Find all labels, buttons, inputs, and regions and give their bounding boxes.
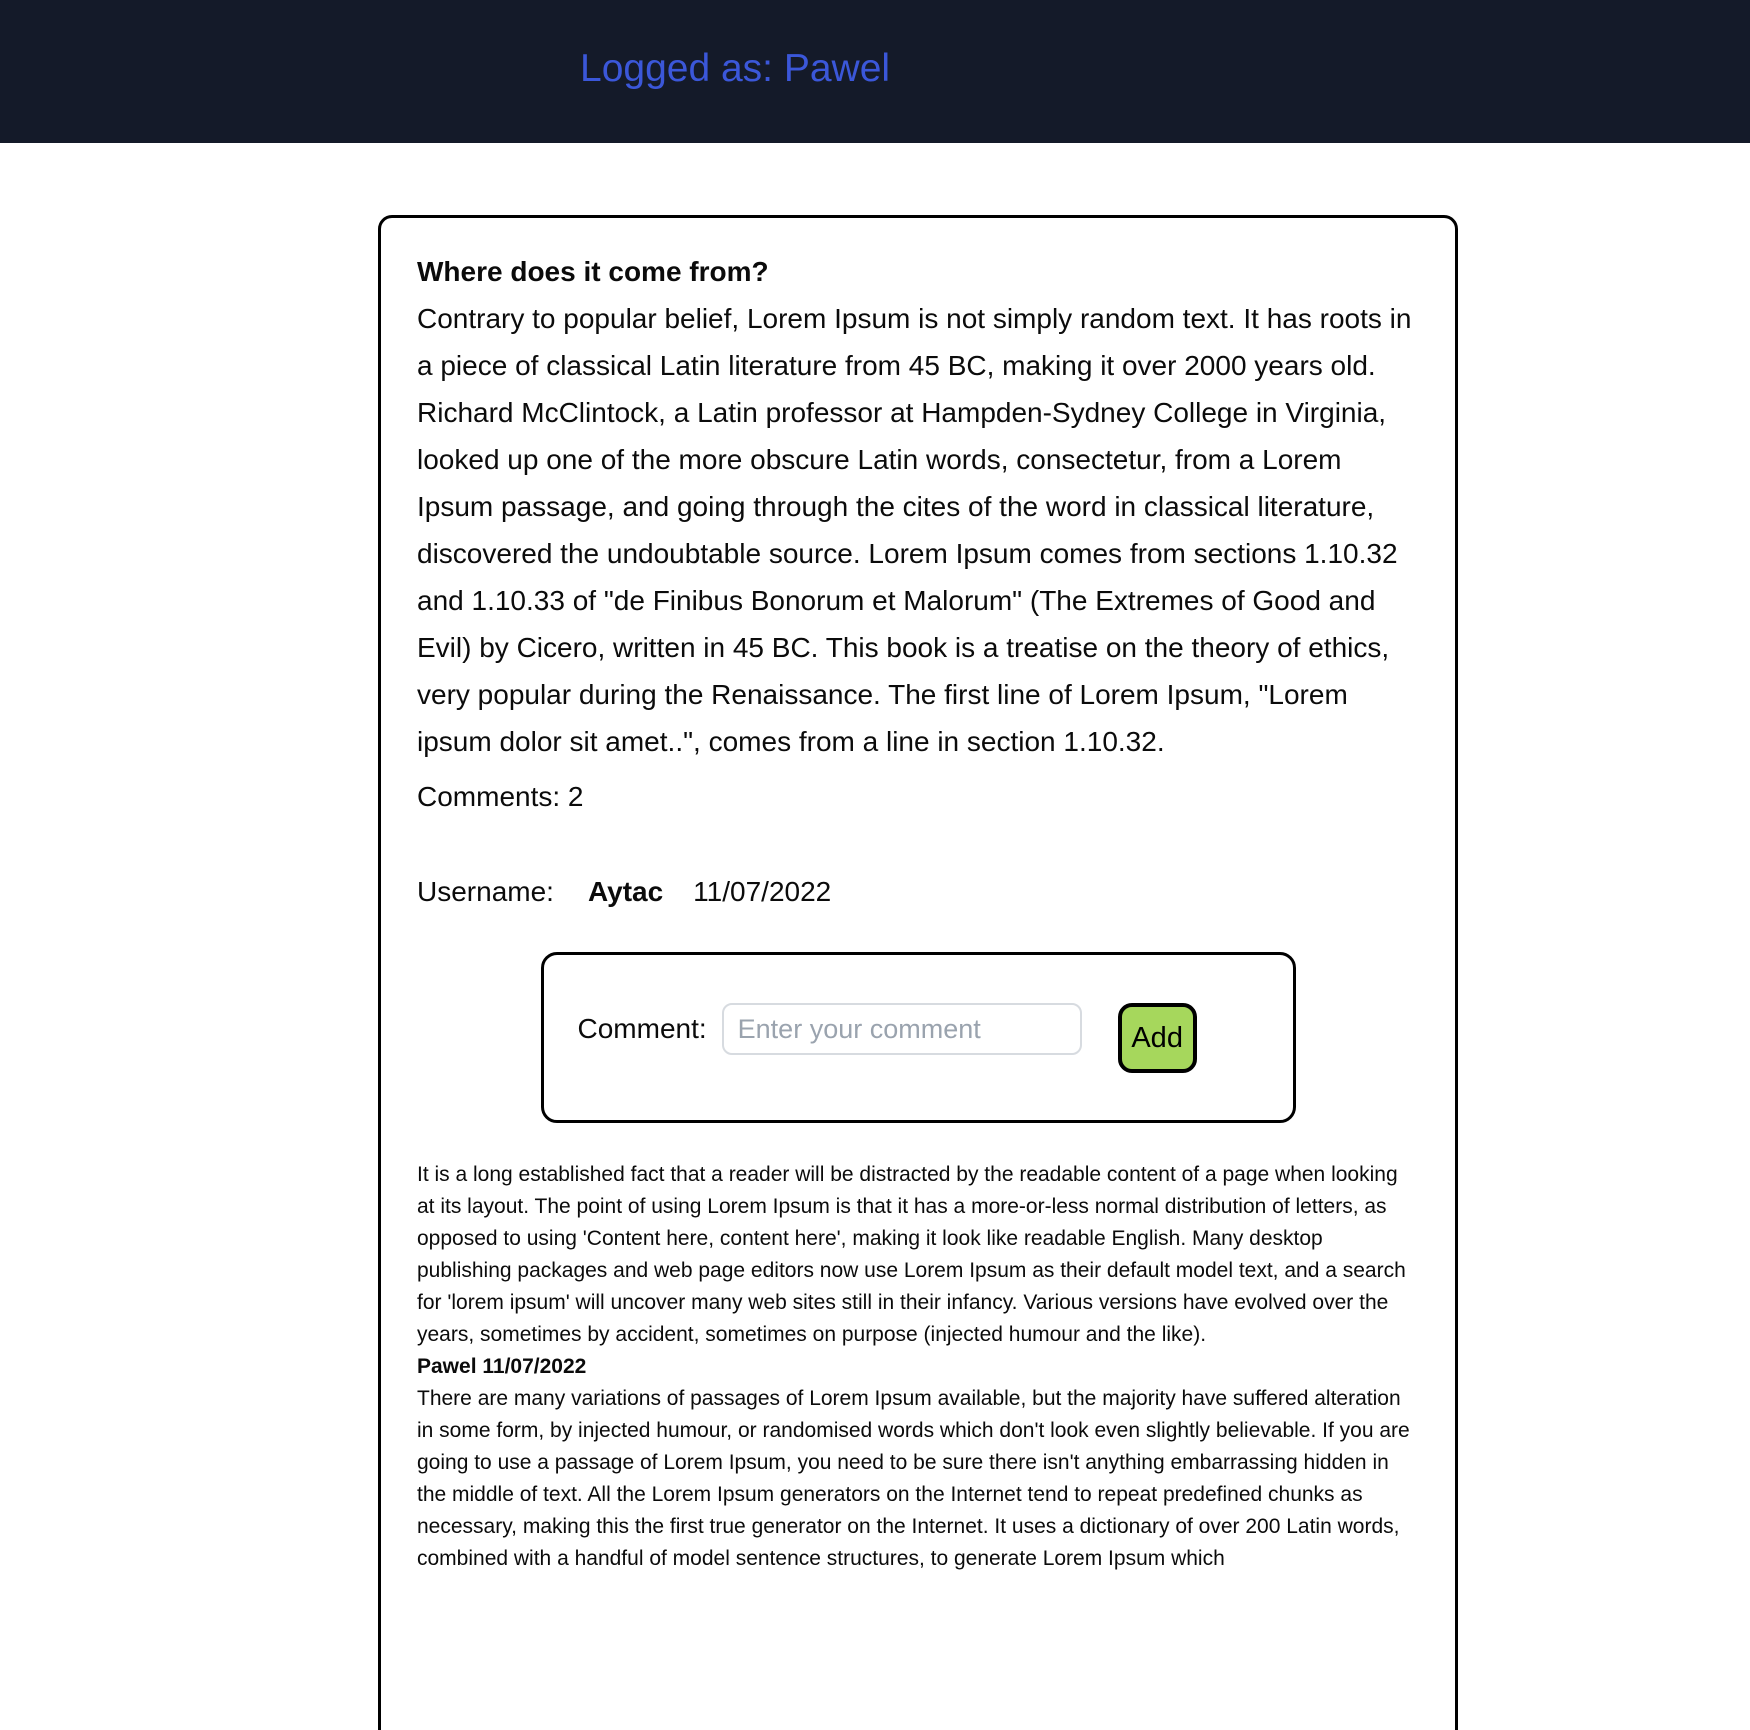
add-comment-form: [541, 952, 1296, 1123]
post-card: [378, 215, 1458, 1730]
post-body: Contrary to popular belief, Lorem Ipsum is not simply random text. It has roots in a piece of classical Latin literature from 45 BC, making it over 2000 years old. Richard McClintock, a Latin professor at Hampden-Sydney College in Virginia, looked up one of the more obscure Latin words, consectetur, from a Lorem Ipsum passage, and going through the cites of the word in classical literature, discovered the undoubtable source. Lorem Ipsum comes from sections 1.10.32 and 1.10.33 of "de Finibus Bonorum et Malorum" (The Extremes of Good and Evil) by Cicero, written in 45 BC. This book is a treatise on the theory of ethics, very popular during the Renaissance. The first line of Lorem Ipsum, "Lorem ipsum dolor sit amet..", comes from a line in section 1.10.32.: [417, 303, 1412, 757]
comment-author-row: [417, 1351, 1419, 1383]
comment-field-label: Comment:: [577, 1013, 707, 1044]
comments-count: Comments: 2: [417, 781, 584, 812]
logged-in-status-link[interactable]: Logged as: Pawel: [580, 47, 891, 90]
comment-input[interactable]: [722, 1003, 1082, 1055]
comment-author: Aytac: [587, 876, 664, 907]
post-title: Where does it come from?: [417, 256, 769, 287]
comments-list: [417, 1159, 1419, 1575]
comment-author: Pawel: [417, 1355, 477, 1378]
comment-author-row: [417, 868, 1419, 915]
comment-text: It is a long established fact that a reader will be distracted by the readable content of a page when looking at its layout. The point of using Lorem Ipsum is that it has a more-or-less normal distribution of letters, as opposed to using 'Content here, content here', making it look like readable English. Many desktop publishing packages and web page editors now use Lorem Ipsum as their default model text, and a search for 'lorem ipsum' will uncover many web sites still in their infancy. Various versions have evolved over the years, sometimes by accident, sometimes on purpose (injected humour and the like).: [417, 1163, 1406, 1346]
comment-date: 11/07/2022: [693, 876, 832, 907]
app-header: [0, 0, 1750, 143]
comment-text: There are many variations of passages of Lorem Ipsum available, but the majority have suffered alteration in some form, by injected humour, or randomised words which don't look even slightly believable. If you are going to use a passage of Lorem Ipsum, you need to be sure there isn't anything embarrassing hidden in the middle of text. All the Lorem Ipsum generators on the Internet tend to repeat predefined chunks as necessary, making this the first true generator on the Internet. It uses a dictionary of over 200 Latin words, combined with a handful of model sentence structures, to generate Lorem Ipsum which: [417, 1387, 1410, 1570]
add-comment-button[interactable]: Add: [1118, 1003, 1197, 1073]
comment-date: 11/07/2022: [482, 1355, 587, 1378]
username-label: Username:: [417, 876, 554, 907]
